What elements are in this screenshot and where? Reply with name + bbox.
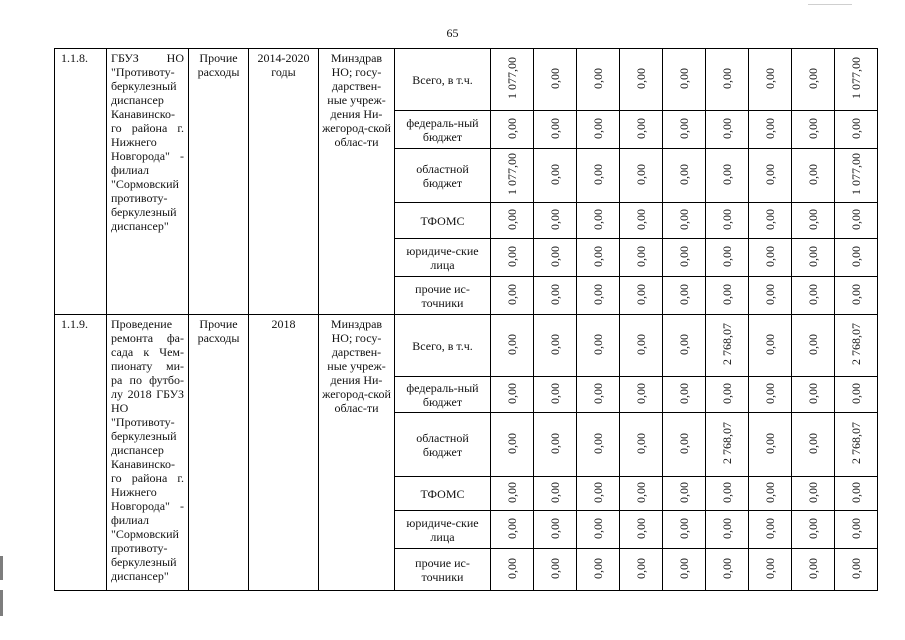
value-text: 0,00 xyxy=(849,283,863,305)
value-text: 0,00 xyxy=(763,557,777,579)
value-cell xyxy=(749,549,792,591)
value-cell xyxy=(706,203,749,239)
value-text: 0,00 xyxy=(763,283,777,305)
value-cell xyxy=(835,511,878,549)
value-text: 0,00 xyxy=(505,432,519,454)
value-cell xyxy=(749,377,792,413)
funding-source-label: юридиче-ские лица xyxy=(395,511,491,549)
item-name: ГБУЗ НО "Противоту-беркулезный диспансер Канавинско-го района г. Нижнего Новгорода" - филиал "Сормовский противоту-беркулезный диспансер" xyxy=(107,49,189,315)
value-cell xyxy=(792,277,835,315)
value-text: 0,00 xyxy=(634,283,648,305)
funding-source-label: Всего, в т.ч. xyxy=(395,315,491,377)
value-cell xyxy=(749,49,792,111)
value-cell xyxy=(620,277,663,315)
value-cell xyxy=(577,413,620,477)
value-cell xyxy=(663,377,706,413)
scan-edge-mark xyxy=(0,556,3,580)
value-cell xyxy=(620,239,663,277)
value-text: 0,00 xyxy=(677,163,691,185)
value-cell xyxy=(792,203,835,239)
value-text: 0,00 xyxy=(634,245,648,267)
value-text: 0,00 xyxy=(548,67,562,89)
value-text: 0,00 xyxy=(677,67,691,89)
value-text: 0,00 xyxy=(548,245,562,267)
value-text: 0,00 xyxy=(849,117,863,139)
value-text: 0,00 xyxy=(720,163,734,185)
value-cell xyxy=(620,49,663,111)
funding-source-label: Всего, в т.ч. xyxy=(395,49,491,111)
value-text: 2 768,07 xyxy=(849,323,863,365)
value-text: 0,00 xyxy=(591,245,605,267)
value-cell xyxy=(534,413,577,477)
value-cell xyxy=(835,477,878,511)
value-text: 2 768,07 xyxy=(720,323,734,365)
value-cell xyxy=(835,377,878,413)
value-cell xyxy=(663,149,706,203)
value-text: 0,00 xyxy=(849,557,863,579)
value-text: 0,00 xyxy=(677,208,691,230)
value-text: 2 768,07 xyxy=(849,422,863,464)
value-cell xyxy=(663,203,706,239)
value-text: 0,00 xyxy=(763,67,777,89)
item-number: 1.1.9. xyxy=(55,315,107,591)
value-cell xyxy=(491,239,534,277)
value-cell xyxy=(534,277,577,315)
value-text: 0,00 xyxy=(591,163,605,185)
value-text: 0,00 xyxy=(548,557,562,579)
value-cell xyxy=(749,111,792,149)
value-text: 1 077,00 xyxy=(849,57,863,99)
value-cell xyxy=(792,511,835,549)
value-text: 0,00 xyxy=(806,67,820,89)
value-text: 0,00 xyxy=(806,117,820,139)
value-cell xyxy=(663,111,706,149)
value-cell xyxy=(534,377,577,413)
budget-table xyxy=(54,48,878,591)
value-text: 0,00 xyxy=(634,163,648,185)
value-cell xyxy=(534,511,577,549)
value-text: 0,00 xyxy=(849,382,863,404)
value-text: 0,00 xyxy=(591,432,605,454)
value-cell xyxy=(534,239,577,277)
value-cell xyxy=(491,315,534,377)
value-text: 0,00 xyxy=(505,208,519,230)
value-text: 0,00 xyxy=(763,382,777,404)
value-cell xyxy=(792,239,835,277)
value-cell xyxy=(620,377,663,413)
value-text: 1 077,00 xyxy=(505,57,519,99)
responsible-org: Минздрав НО; госу-дарствен-ные учреж-дения Ни-жегород-ской облас-ти xyxy=(319,49,395,315)
value-cell xyxy=(749,511,792,549)
value-cell xyxy=(577,111,620,149)
value-cell xyxy=(620,111,663,149)
period-years: 2014-2020 годы xyxy=(249,49,319,315)
value-cell xyxy=(706,49,749,111)
value-text: 0,00 xyxy=(849,517,863,539)
value-text: 0,00 xyxy=(548,163,562,185)
value-cell xyxy=(577,549,620,591)
value-text: 0,00 xyxy=(677,557,691,579)
value-cell xyxy=(792,111,835,149)
value-text: 0,00 xyxy=(849,245,863,267)
value-cell xyxy=(620,413,663,477)
value-cell xyxy=(749,149,792,203)
value-text: 0,00 xyxy=(591,517,605,539)
value-cell xyxy=(706,239,749,277)
value-text: 0,00 xyxy=(505,382,519,404)
value-cell xyxy=(620,149,663,203)
value-cell xyxy=(663,511,706,549)
value-text: 0,00 xyxy=(634,557,648,579)
table-row xyxy=(55,49,878,111)
funding-source-label: прочие ис-точники xyxy=(395,549,491,591)
value-text: 0,00 xyxy=(677,245,691,267)
value-cell xyxy=(706,277,749,315)
value-text: 0,00 xyxy=(806,283,820,305)
value-cell xyxy=(620,549,663,591)
value-text: 0,00 xyxy=(849,208,863,230)
value-text: 0,00 xyxy=(591,557,605,579)
value-text: 0,00 xyxy=(806,333,820,355)
value-text: 0,00 xyxy=(548,333,562,355)
value-cell xyxy=(835,203,878,239)
value-text: 0,00 xyxy=(806,208,820,230)
value-text: 0,00 xyxy=(548,432,562,454)
value-text: 0,00 xyxy=(591,208,605,230)
value-text: 0,00 xyxy=(806,481,820,503)
top-edge-line xyxy=(808,4,852,5)
value-text: 0,00 xyxy=(505,117,519,139)
responsible-org: Минздрав НО; госу-дарствен-ные учреж-дения Ни-жегород-ской облас-ти xyxy=(319,315,395,591)
value-text: 0,00 xyxy=(591,333,605,355)
value-text: 0,00 xyxy=(634,382,648,404)
value-cell xyxy=(749,413,792,477)
item-number: 1.1.8. xyxy=(55,49,107,315)
value-cell xyxy=(706,315,749,377)
value-cell xyxy=(792,549,835,591)
value-text: 0,00 xyxy=(548,117,562,139)
value-text: 0,00 xyxy=(677,432,691,454)
value-cell xyxy=(534,149,577,203)
table-body xyxy=(55,49,878,591)
value-text: 0,00 xyxy=(720,557,734,579)
value-text: 0,00 xyxy=(806,163,820,185)
value-cell xyxy=(749,315,792,377)
value-cell xyxy=(749,239,792,277)
value-cell xyxy=(577,203,620,239)
value-text: 2 768,07 xyxy=(720,422,734,464)
value-text: 0,00 xyxy=(720,481,734,503)
value-text: 0,00 xyxy=(505,517,519,539)
expense-type: Прочие расходы xyxy=(189,49,249,315)
value-cell xyxy=(620,477,663,511)
value-cell xyxy=(706,149,749,203)
value-text: 0,00 xyxy=(677,283,691,305)
value-text: 0,00 xyxy=(806,557,820,579)
value-cell xyxy=(663,477,706,511)
value-text: 0,00 xyxy=(634,208,648,230)
value-text: 0,00 xyxy=(677,481,691,503)
funding-source-label: федераль-ный бюджет xyxy=(395,377,491,413)
value-cell xyxy=(577,511,620,549)
value-cell xyxy=(663,277,706,315)
value-text: 0,00 xyxy=(505,557,519,579)
value-cell xyxy=(491,413,534,477)
value-text: 1 077,00 xyxy=(849,153,863,195)
scan-edge-mark xyxy=(0,590,3,616)
value-text: 0,00 xyxy=(763,245,777,267)
value-text: 0,00 xyxy=(591,481,605,503)
value-text: 0,00 xyxy=(677,382,691,404)
value-cell xyxy=(534,549,577,591)
value-text: 0,00 xyxy=(720,67,734,89)
value-text: 0,00 xyxy=(634,67,648,89)
value-text: 0,00 xyxy=(763,163,777,185)
value-text: 0,00 xyxy=(720,382,734,404)
value-cell xyxy=(663,315,706,377)
funding-source-label: областной бюджет xyxy=(395,413,491,477)
value-text: 0,00 xyxy=(634,517,648,539)
value-text: 0,00 xyxy=(505,283,519,305)
value-cell xyxy=(792,477,835,511)
value-text: 0,00 xyxy=(634,117,648,139)
value-text: 0,00 xyxy=(720,517,734,539)
value-cell xyxy=(577,477,620,511)
value-cell xyxy=(792,49,835,111)
value-cell xyxy=(491,49,534,111)
value-cell xyxy=(663,49,706,111)
value-text: 0,00 xyxy=(677,517,691,539)
value-text: 0,00 xyxy=(763,117,777,139)
value-cell xyxy=(663,239,706,277)
value-text: 0,00 xyxy=(720,283,734,305)
value-cell xyxy=(491,477,534,511)
value-text: 0,00 xyxy=(634,333,648,355)
value-cell xyxy=(534,203,577,239)
value-text: 0,00 xyxy=(548,283,562,305)
value-cell xyxy=(663,413,706,477)
funding-source-label: федераль-ный бюджет xyxy=(395,111,491,149)
value-cell xyxy=(663,549,706,591)
value-text: 0,00 xyxy=(591,67,605,89)
value-cell xyxy=(835,413,878,477)
value-cell xyxy=(577,49,620,111)
value-text: 0,00 xyxy=(763,432,777,454)
value-cell xyxy=(792,413,835,477)
value-cell xyxy=(835,149,878,203)
value-cell xyxy=(835,239,878,277)
value-text: 0,00 xyxy=(505,333,519,355)
value-cell xyxy=(749,477,792,511)
value-text: 0,00 xyxy=(634,481,648,503)
value-cell xyxy=(620,315,663,377)
funding-source-label: юридиче-ские лица xyxy=(395,239,491,277)
value-cell xyxy=(749,203,792,239)
value-text: 0,00 xyxy=(763,517,777,539)
value-cell xyxy=(835,277,878,315)
value-cell xyxy=(491,203,534,239)
value-cell xyxy=(491,111,534,149)
period-years: 2018 xyxy=(249,315,319,591)
value-cell xyxy=(534,315,577,377)
value-cell xyxy=(491,149,534,203)
page-number: 65 xyxy=(446,26,459,40)
funding-source-label: ТФОМС xyxy=(395,203,491,239)
value-text: 0,00 xyxy=(806,517,820,539)
value-text: 0,00 xyxy=(548,517,562,539)
value-cell xyxy=(577,277,620,315)
value-text: 0,00 xyxy=(720,208,734,230)
value-cell xyxy=(577,239,620,277)
value-cell xyxy=(792,315,835,377)
value-text: 0,00 xyxy=(548,382,562,404)
value-cell xyxy=(706,111,749,149)
value-cell xyxy=(620,511,663,549)
value-text: 0,00 xyxy=(849,481,863,503)
value-cell xyxy=(706,413,749,477)
value-cell xyxy=(706,377,749,413)
value-text: 0,00 xyxy=(505,481,519,503)
funding-source-label: ТФОМС xyxy=(395,477,491,511)
value-text: 0,00 xyxy=(548,208,562,230)
table-row xyxy=(55,315,878,377)
funding-source-label: областной бюджет xyxy=(395,149,491,203)
value-cell xyxy=(577,315,620,377)
value-text: 0,00 xyxy=(763,333,777,355)
value-text: 0,00 xyxy=(505,245,519,267)
value-text: 0,00 xyxy=(806,245,820,267)
value-cell xyxy=(706,511,749,549)
value-cell xyxy=(491,277,534,315)
expense-type: Прочие расходы xyxy=(189,315,249,591)
value-cell xyxy=(577,377,620,413)
value-cell xyxy=(491,549,534,591)
value-cell xyxy=(620,203,663,239)
funding-source-label: прочие ис-точники xyxy=(395,277,491,315)
value-text: 0,00 xyxy=(720,245,734,267)
value-text: 0,00 xyxy=(677,333,691,355)
value-cell xyxy=(792,377,835,413)
value-text: 0,00 xyxy=(591,283,605,305)
value-cell xyxy=(749,277,792,315)
value-cell xyxy=(835,49,878,111)
value-cell xyxy=(534,49,577,111)
value-cell xyxy=(706,477,749,511)
value-text: 0,00 xyxy=(591,117,605,139)
value-cell xyxy=(835,549,878,591)
value-cell xyxy=(491,377,534,413)
value-text: 0,00 xyxy=(806,432,820,454)
value-text: 0,00 xyxy=(591,382,605,404)
value-cell xyxy=(835,111,878,149)
item-name: Проведение ремонта фа-сада к Чем-пионату ми-ра по футбо-лу 2018 ГБУЗ НО "Противоту-беркулезный диспансер Канавинско-го района г. Нижнего Новгорода" - филиал "Сормовский противоту-беркулезный диспансер" xyxy=(107,315,189,591)
value-cell xyxy=(491,511,534,549)
value-cell xyxy=(534,477,577,511)
value-text: 1 077,00 xyxy=(505,153,519,195)
value-text: 0,00 xyxy=(806,382,820,404)
value-text: 0,00 xyxy=(548,481,562,503)
value-cell xyxy=(835,315,878,377)
value-text: 0,00 xyxy=(763,481,777,503)
value-text: 0,00 xyxy=(677,117,691,139)
value-text: 0,00 xyxy=(634,432,648,454)
value-text: 0,00 xyxy=(720,117,734,139)
value-cell xyxy=(534,111,577,149)
value-cell xyxy=(706,549,749,591)
value-cell xyxy=(792,149,835,203)
value-cell xyxy=(577,149,620,203)
value-text: 0,00 xyxy=(763,208,777,230)
